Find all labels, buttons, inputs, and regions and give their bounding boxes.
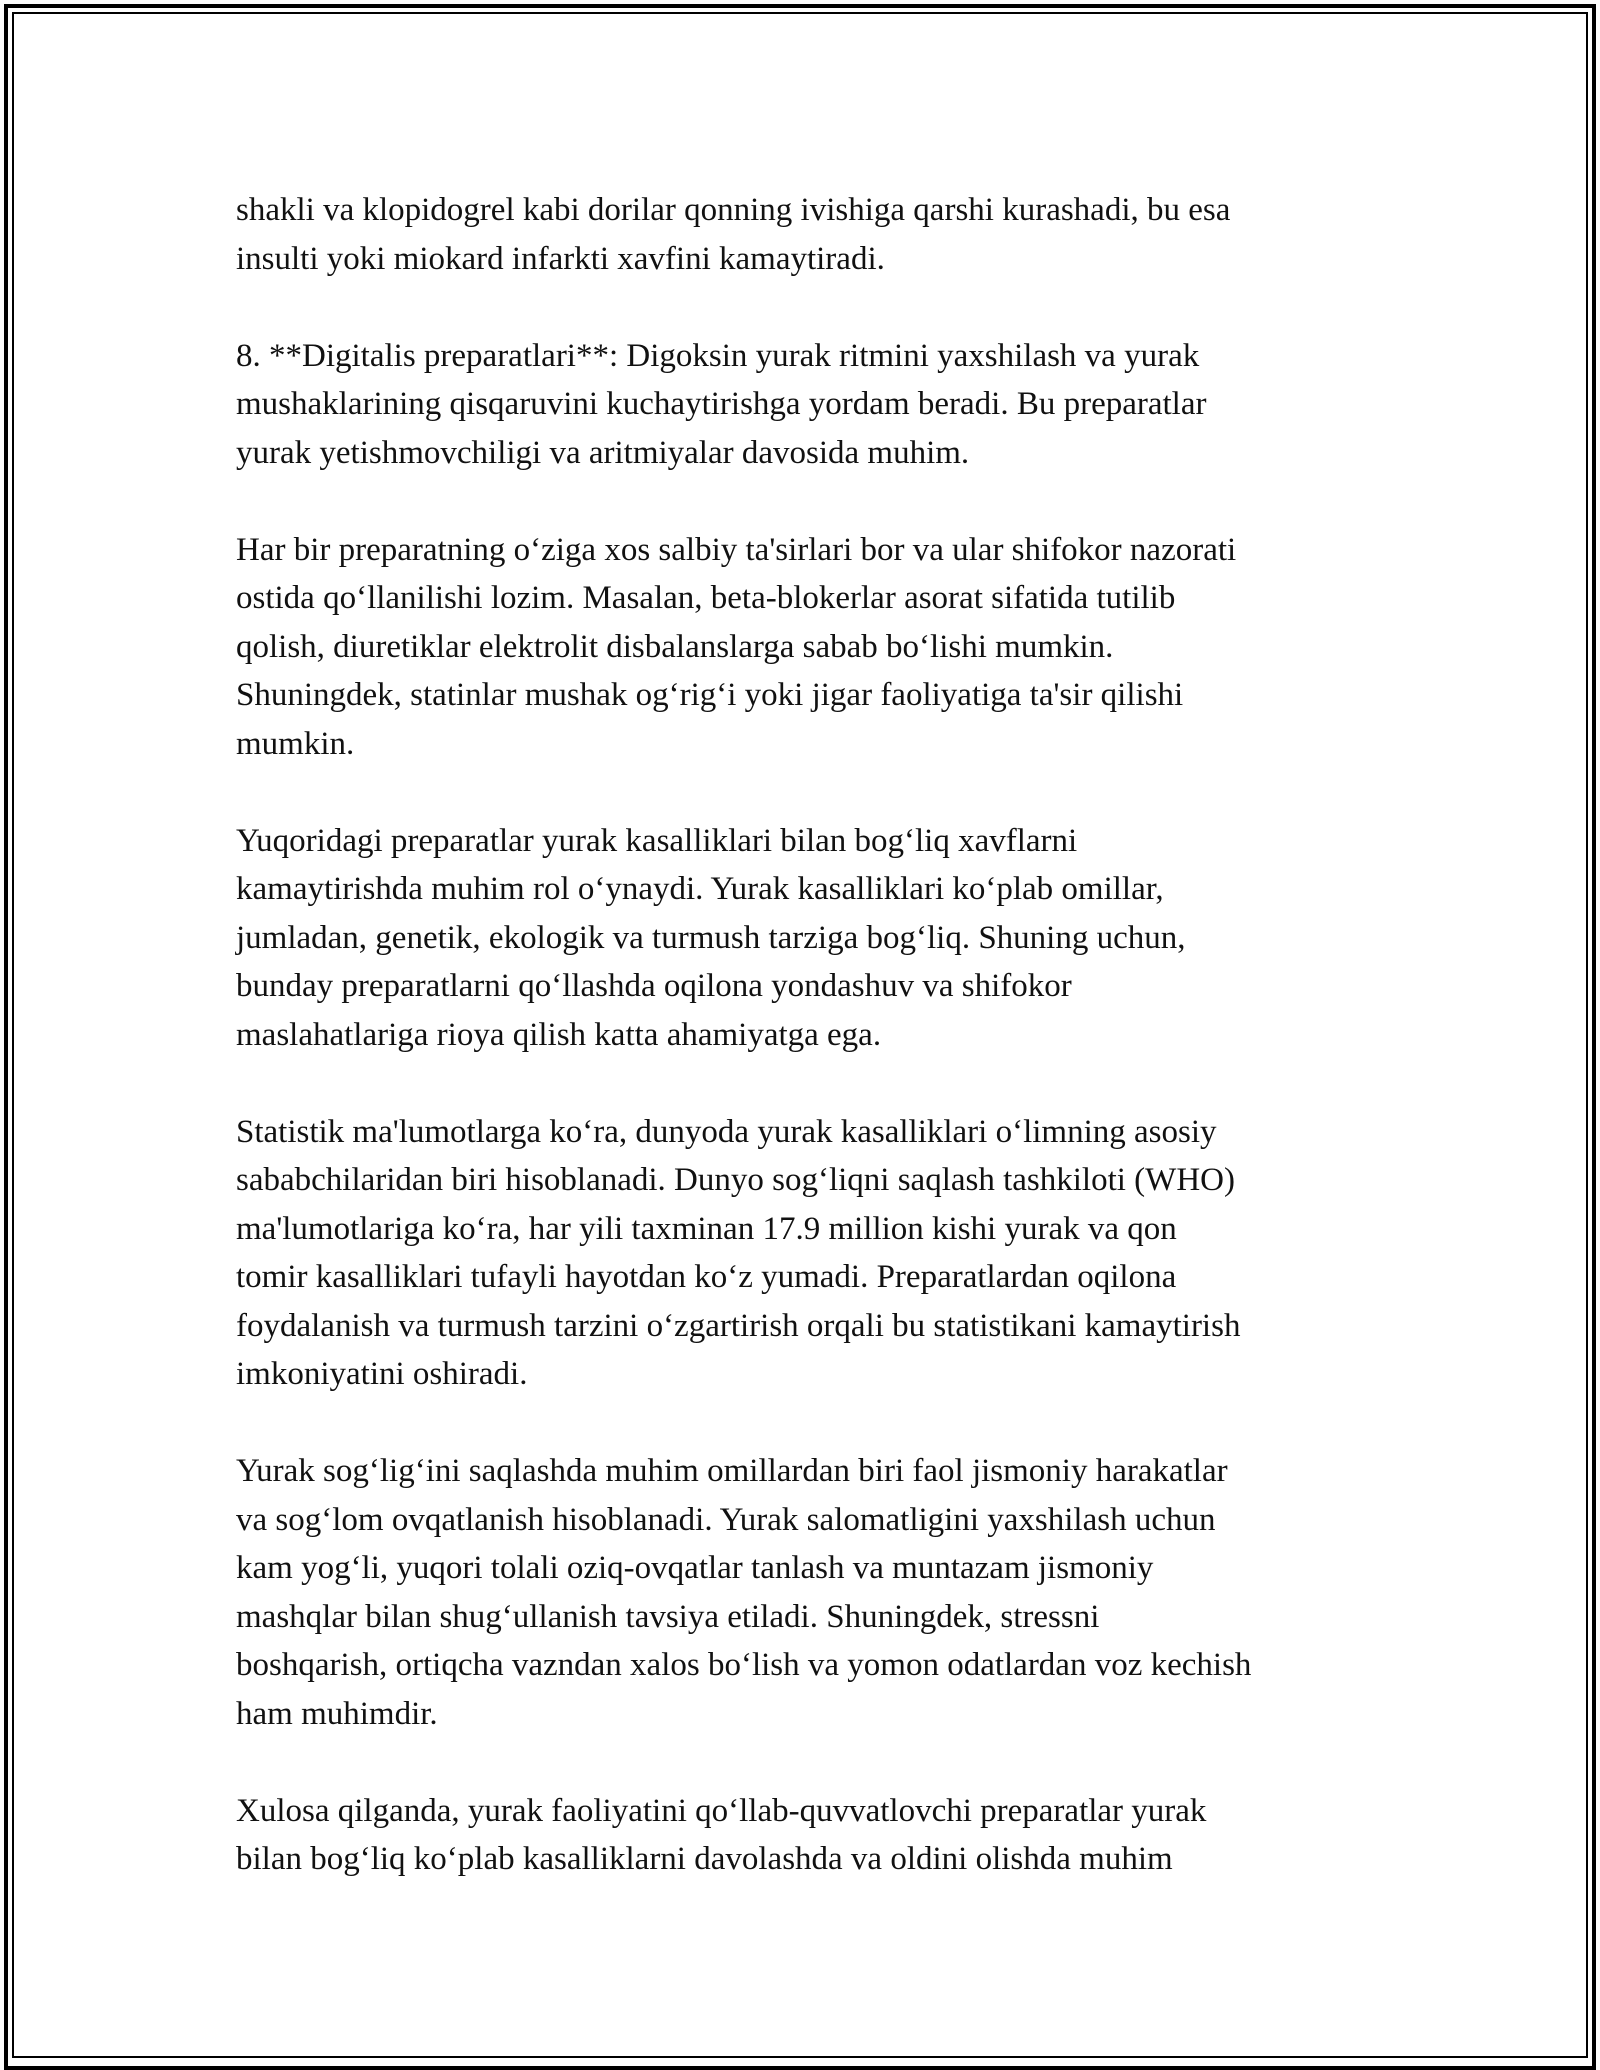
paragraph-antiplatelet-continuation xyxy=(236,186,1376,283)
text-line: 8. **Digitalis preparatlari**: Digoksin yurak ritmini yaxshilash va yurak xyxy=(236,337,1200,374)
text-line: Shuningdek, statinlar mushak og‘rig‘i yoki jigar faoliyatiga ta'sir qilishi xyxy=(236,677,1184,713)
text-line: tomir kasalliklari tufayli hayotdan ko‘z yumadi. Preparatlardan oqilona xyxy=(236,1259,1177,1295)
text-line: mushaklarining qisqaruvini kuchaytirishga yordam beradi. Bu preparatlar xyxy=(236,386,1207,422)
text-line: sababchilaridan biri hisoblanadi. Dunyo sog‘liqni saqlash tashkiloti (WHO) xyxy=(236,1162,1235,1198)
text-line: Yuqoridagi preparatlar yurak kasalliklari bilan bog‘liq xavflarni xyxy=(236,822,1078,859)
text-line: Xulosa qilganda, yurak faoliyatini qo‘llab-quvvatlovchi preparatlar yurak xyxy=(236,1792,1207,1829)
text-line: yurak yetishmovchiligi va aritmiyalar davosida muhim. xyxy=(236,434,970,471)
text-line: bilan bog‘liq ko‘plab kasalliklarni davolashda va oldini olishda muhim xyxy=(236,1841,1173,1877)
text-line: kamaytirishda muhim rol o‘ynaydi. Yurak kasalliklari ko‘plab omillar, xyxy=(236,871,1164,907)
text-line: maslahatlariga rioya qilish katta ahamiyatga ega. xyxy=(236,1016,882,1053)
text-line: foydalanish va turmush tarzini o‘zgartirish orqali bu statistikani kamaytirish xyxy=(236,1307,1241,1344)
text-line: boshqarish, ortiqcha vazndan xalos bo‘lish va yomon odatlardan voz kechish xyxy=(236,1647,1252,1683)
text-line: insulti yoki miokard infarkti xavfini kamaytiradi. xyxy=(236,240,885,277)
document-body xyxy=(236,186,1376,1932)
paragraph-statistics xyxy=(236,1108,1376,1399)
paragraph-lifestyle xyxy=(236,1447,1376,1738)
paragraph-conclusion xyxy=(236,1787,1376,1884)
paragraph-risk-reduction xyxy=(236,817,1376,1060)
text-line: mashqlar bilan shug‘ullanish tavsiya etiladi. Shuningdek, stressni xyxy=(236,1598,1100,1635)
text-line: qolish, diuretiklar elektrolit disbalanslarga sabab bo‘lishi mumkin. xyxy=(236,628,1114,665)
text-line: kam yog‘li, yuqori tolali oziq-ovqatlar tanlash va muntazam jismoniy xyxy=(236,1550,1154,1586)
text-line: bunday preparatlarni qo‘llashda oqilona yondashuv va shifokor xyxy=(236,968,1072,1004)
text-line: mumkin. xyxy=(236,725,355,762)
text-line: Statistik ma'lumotlarga ko‘ra, dunyoda yurak kasalliklari o‘limning asosiy xyxy=(236,1113,1217,1150)
paragraph-side-effects xyxy=(236,526,1376,769)
text-line: jumladan, genetik, ekologik va turmush tarziga bog‘liq. Shuning uchun, xyxy=(236,919,1186,956)
text-line: va sog‘lom ovqatlanish hisoblanadi. Yurak salomatligini yaxshilash uchun xyxy=(236,1501,1216,1538)
text-line: ma'lumotlariga ko‘ra, har yili taxminan 17.9 million kishi yurak va qon xyxy=(236,1210,1177,1247)
text-line: imkoniyatini oshiradi. xyxy=(236,1356,528,1392)
text-line: Har bir preparatning o‘ziga xos salbiy ta'sirlari bor va ular shifokor nazorati xyxy=(236,531,1237,568)
paragraph-digitalis xyxy=(236,332,1376,478)
text-line: Yurak sog‘lig‘ini saqlashda muhim omillardan biri faol jismoniy harakatlar xyxy=(236,1453,1228,1489)
text-line: shakli va klopidogrel kabi dorilar qonning ivishiga qarshi kurashadi, bu esa xyxy=(236,192,1231,228)
text-line: ham muhimdir. xyxy=(236,1695,438,1732)
text-line: ostida qo‘llanilishi lozim. Masalan, beta-blokerlar asorat sifatida tutilib xyxy=(236,580,1176,616)
